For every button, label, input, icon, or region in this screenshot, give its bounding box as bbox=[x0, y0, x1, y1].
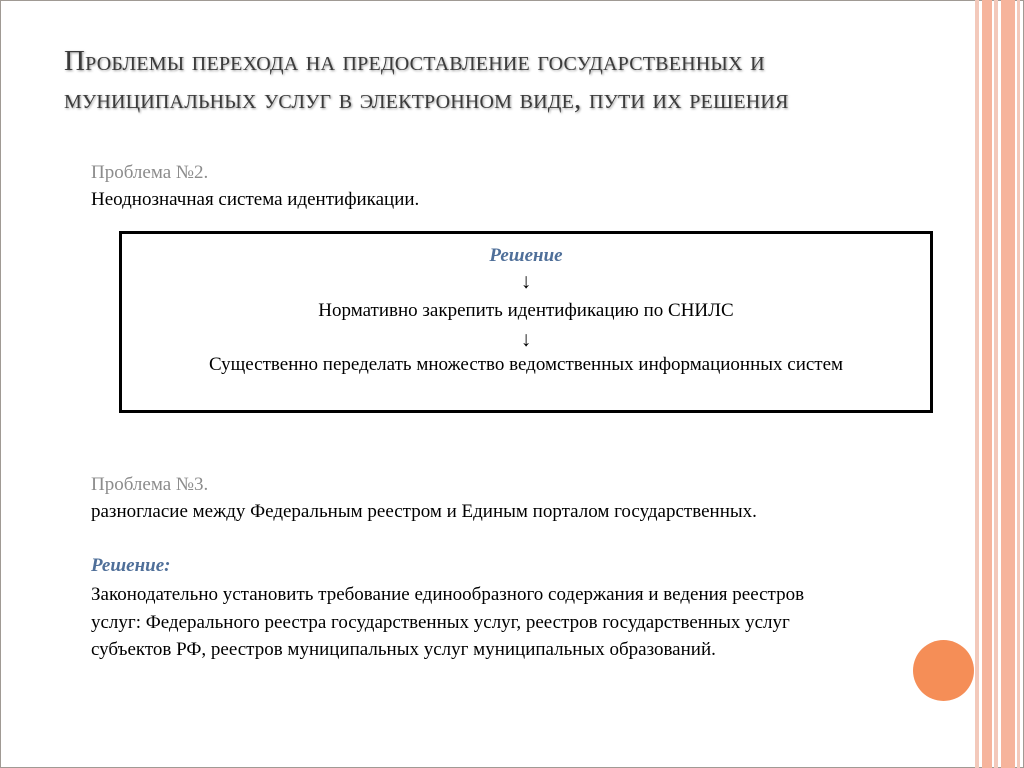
solution-box-label: Решение bbox=[489, 245, 563, 266]
solution-2-line-2: услуг: Федерального реестра государственных услуг, реестров государственных услуг bbox=[91, 611, 790, 633]
decor-stripe bbox=[994, 0, 998, 768]
solution-box bbox=[119, 231, 933, 413]
problem-3-label: Проблема №3. bbox=[91, 474, 209, 495]
problem-2-label: Проблема №2. bbox=[91, 162, 209, 183]
decor-stripe bbox=[975, 0, 979, 768]
solution-2-text bbox=[91, 581, 951, 664]
solution-step-2: Существенно переделать множество ведомственных информационных систем bbox=[208, 354, 844, 375]
slide-title bbox=[64, 42, 964, 118]
arrow-down-icon: ↓ bbox=[520, 327, 532, 351]
problem-2-text: Неоднозначная система идентификации. bbox=[91, 189, 420, 210]
problem-3-text: разногласие между Федеральным реестром и Единым порталом государственных. bbox=[91, 501, 757, 522]
arrow-down-icon: ↓ bbox=[520, 269, 532, 293]
solution-2-line-1: Законодательно установить требование единообразного содержания и ведения реестров bbox=[91, 584, 805, 605]
solution-2-label: Решение: bbox=[91, 555, 171, 576]
slide-title-line-1: Проблемы перехода на предоставление государственных и bbox=[64, 45, 765, 77]
decor-circle bbox=[913, 640, 974, 701]
slide-title-line-2: муниципальных услуг в электронном виде, пути их решения bbox=[64, 83, 789, 115]
solution-step-1: Нормативно закрепить идентификацию по СНИЛС bbox=[318, 300, 734, 321]
decor-stripe bbox=[1001, 0, 1015, 768]
decor-stripe bbox=[982, 0, 992, 768]
solution-2-line-3: субъектов РФ, реестров муниципальных услуг муниципальных образований. bbox=[91, 639, 716, 660]
decor-stripe bbox=[1017, 0, 1020, 768]
